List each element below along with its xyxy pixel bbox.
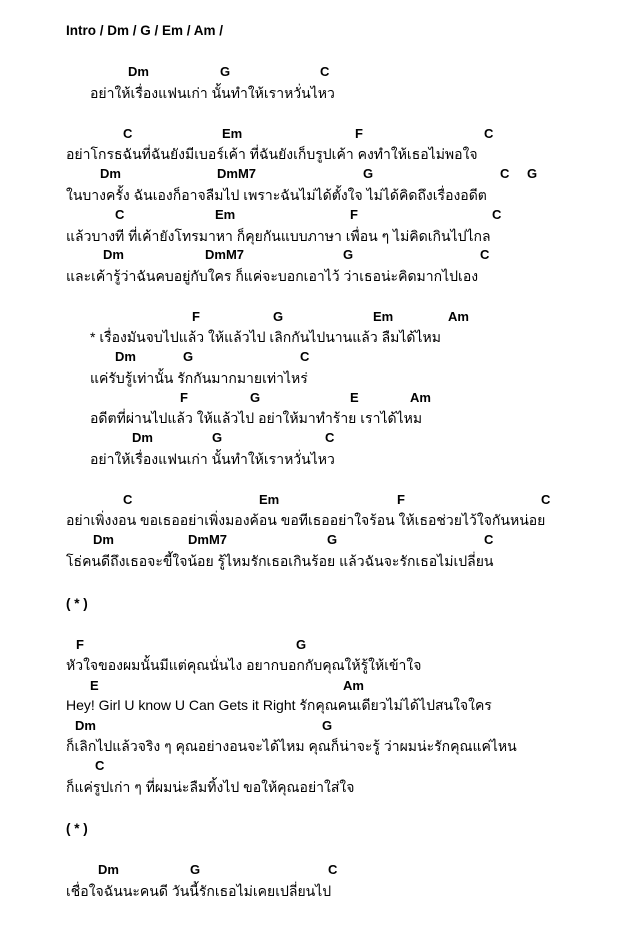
chord-name: Dm xyxy=(103,247,124,262)
chord-name: E xyxy=(90,678,99,693)
chord-name: F xyxy=(355,126,363,141)
chord-name: DmM7 xyxy=(205,247,245,262)
chord-name: G xyxy=(296,637,307,652)
chord-name: G xyxy=(220,64,231,79)
chord-name: DmM7 xyxy=(217,166,257,181)
chord-name: C xyxy=(325,430,335,445)
chord-name: Em xyxy=(373,309,394,324)
chord-name: C xyxy=(123,126,133,141)
chord-line xyxy=(0,124,620,144)
lyric-line: อย่าโกรธฉันที่ฉันยังมีเบอร์เค้า ที่ฉันยังเก็บรูปเค้า คงทำให้เธอไม่พอใจ xyxy=(66,146,478,162)
lyric-line: แล้วบางที ที่เค้ายังโทรมาหา ก็คุยกันแบบภาษา เพื่อน ๆ ไม่คิดเกินไปไกล xyxy=(66,228,491,244)
lyric-line: อย่าให้เรื่องแฟนเก่า นั้นทำให้เราหวั่นไหว xyxy=(90,451,335,467)
chord-name: G xyxy=(343,247,354,262)
section-heading: ( * ) xyxy=(66,821,88,836)
chord-name: C xyxy=(484,532,494,547)
chord-name: G xyxy=(322,718,333,733)
chord-name: Am xyxy=(410,390,431,405)
chord-line xyxy=(0,428,620,448)
lyric-line: และเค้ารู้ว่าฉันคบอยู่กับใคร ก็แค่จะบอกเอาไว้ ว่าเธอน่ะคิดมากไปเอง xyxy=(66,268,479,284)
chord-name: Dm xyxy=(132,430,153,445)
section-heading: Intro / Dm / G / Em / Am / xyxy=(66,23,224,38)
chord-name: C xyxy=(500,166,510,181)
chord-line xyxy=(0,676,620,696)
chord-name: C xyxy=(123,492,133,507)
lyric-row xyxy=(0,185,620,205)
lyric-line: * เรื่องมันจบไปแล้ว ให้แล้วไป เลิกกันไปนานแล้ว ลืมได้ไหม xyxy=(90,329,442,345)
lyric-row xyxy=(0,408,620,428)
lyric-row xyxy=(0,144,620,164)
chord-name: F xyxy=(397,492,405,507)
chord-name: F xyxy=(180,390,188,405)
chord-line xyxy=(0,490,620,510)
lyric-line: เชื่อใจฉันนะคนดี วันนี้รักเธอไม่เคยเปลี่ยนไป xyxy=(66,883,332,899)
chord-name: Dm xyxy=(98,862,119,877)
chord-name: Dm xyxy=(75,718,96,733)
chord-name: E xyxy=(350,390,359,405)
chord-name: C xyxy=(328,862,338,877)
chord-name: DmM7 xyxy=(188,532,228,547)
chord-name: Em xyxy=(222,126,243,141)
chord-name: C xyxy=(480,247,490,262)
chord-name: G xyxy=(327,532,338,547)
lyric-row xyxy=(0,226,620,246)
chord-name: G xyxy=(273,309,284,324)
chord-line xyxy=(0,716,620,736)
chord-name: C xyxy=(541,492,551,507)
chord-name: Am xyxy=(448,309,469,324)
lyric-row xyxy=(0,449,620,469)
chord-line xyxy=(0,205,620,225)
heading-row xyxy=(0,21,620,41)
lyric-row xyxy=(0,736,620,756)
chord-line xyxy=(0,756,620,776)
lyric-line: แค่รับรู้เท่านั้น รักกันมากมายเท่าไหร่ xyxy=(90,370,308,386)
lyric-line: Hey! Girl U know U Can Gets it Right รักคุณคนเดียวไม่ได้ไปสนใจใคร xyxy=(66,697,492,713)
chord-line xyxy=(0,164,620,184)
chord-line xyxy=(0,245,620,265)
lyric-row xyxy=(0,266,620,286)
heading-row xyxy=(0,594,620,614)
lyric-row xyxy=(0,655,620,675)
chord-name: C xyxy=(320,64,330,79)
lyric-line: อย่าให้เรื่องแฟนเก่า นั้นทำให้เราหวั่นไหว xyxy=(90,85,335,101)
lyric-row xyxy=(0,777,620,797)
chord-name: G xyxy=(527,166,538,181)
chord-name: C xyxy=(95,758,105,773)
lyric-line: อดีตที่ผ่านไปแล้ว ให้แล้วไป อย่าให้มาทำร้าย เราได้ไหม xyxy=(90,410,423,426)
lyric-line: ก็เลิกไปแล้วจริง ๆ คุณอย่างอนจะได้ไหม คุณก็น่าจะรู้ ว่าผมน่ะรักคุณแค่ไหน xyxy=(66,738,517,754)
chord-line xyxy=(0,62,620,82)
chord-name: Am xyxy=(343,678,364,693)
chord-name: Em xyxy=(259,492,280,507)
section-heading: ( * ) xyxy=(66,596,88,611)
lyric-row xyxy=(0,551,620,571)
chord-line xyxy=(0,530,620,550)
chord-name: F xyxy=(350,207,358,222)
lyric-row xyxy=(0,327,620,347)
lyric-row xyxy=(0,510,620,530)
chord-name: G xyxy=(190,862,201,877)
lyric-row xyxy=(0,881,620,901)
lyric-line: หัวใจของผมนั้นมีแต่คุณนั่นไง อยากบอกกับคุณให้รู้ให้เข้าใจ xyxy=(66,657,422,673)
lyric-line: อย่าเพิ่งงอน ขอเธออย่าเพิ่งมองค้อน ขอทีเธออย่าใจร้อน ให้เธอช่วยไว้ใจกันหน่อย xyxy=(66,512,546,528)
chord-name: G xyxy=(363,166,374,181)
chord-name: Dm xyxy=(93,532,114,547)
chord-line xyxy=(0,388,620,408)
chord-name: G xyxy=(250,390,261,405)
chord-name: Dm xyxy=(115,349,136,364)
lyric-row xyxy=(0,83,620,103)
heading-row xyxy=(0,819,620,839)
chord-line xyxy=(0,307,620,327)
lyric-line: โธ่คนดีถึงเธอจะขี้ใจน้อย รู้ไหมรักเธอเกินร้อย แล้วฉันจะรักเธอไม่เปลี่ยน xyxy=(66,553,494,569)
lyric-line: ก็แค่รูปเก่า ๆ ที่ผมน่ะลืมทิ้งไป ขอให้คุณอย่าใส่ใจ xyxy=(66,779,355,795)
chord-name: C xyxy=(115,207,125,222)
lyric-row xyxy=(0,368,620,388)
chord-line xyxy=(0,635,620,655)
chord-name: C xyxy=(492,207,502,222)
chord-name: Dm xyxy=(100,166,121,181)
lyric-row xyxy=(0,695,620,715)
chord-line xyxy=(0,860,620,880)
chord-name: Em xyxy=(215,207,236,222)
chord-line xyxy=(0,347,620,367)
chord-name: G xyxy=(212,430,223,445)
chord-name: F xyxy=(76,637,84,652)
lyric-line: ในบางครั้ง ฉันเองก็อาจลืมไป เพราะฉันไม่ได้ตั้งใจ ไม่ได้คิดถึงเรื่องอดีต xyxy=(66,187,487,203)
chord-name: C xyxy=(484,126,494,141)
chord-name: C xyxy=(300,349,310,364)
chord-name: Dm xyxy=(128,64,149,79)
chord-name: F xyxy=(192,309,200,324)
chord-name: G xyxy=(183,349,194,364)
